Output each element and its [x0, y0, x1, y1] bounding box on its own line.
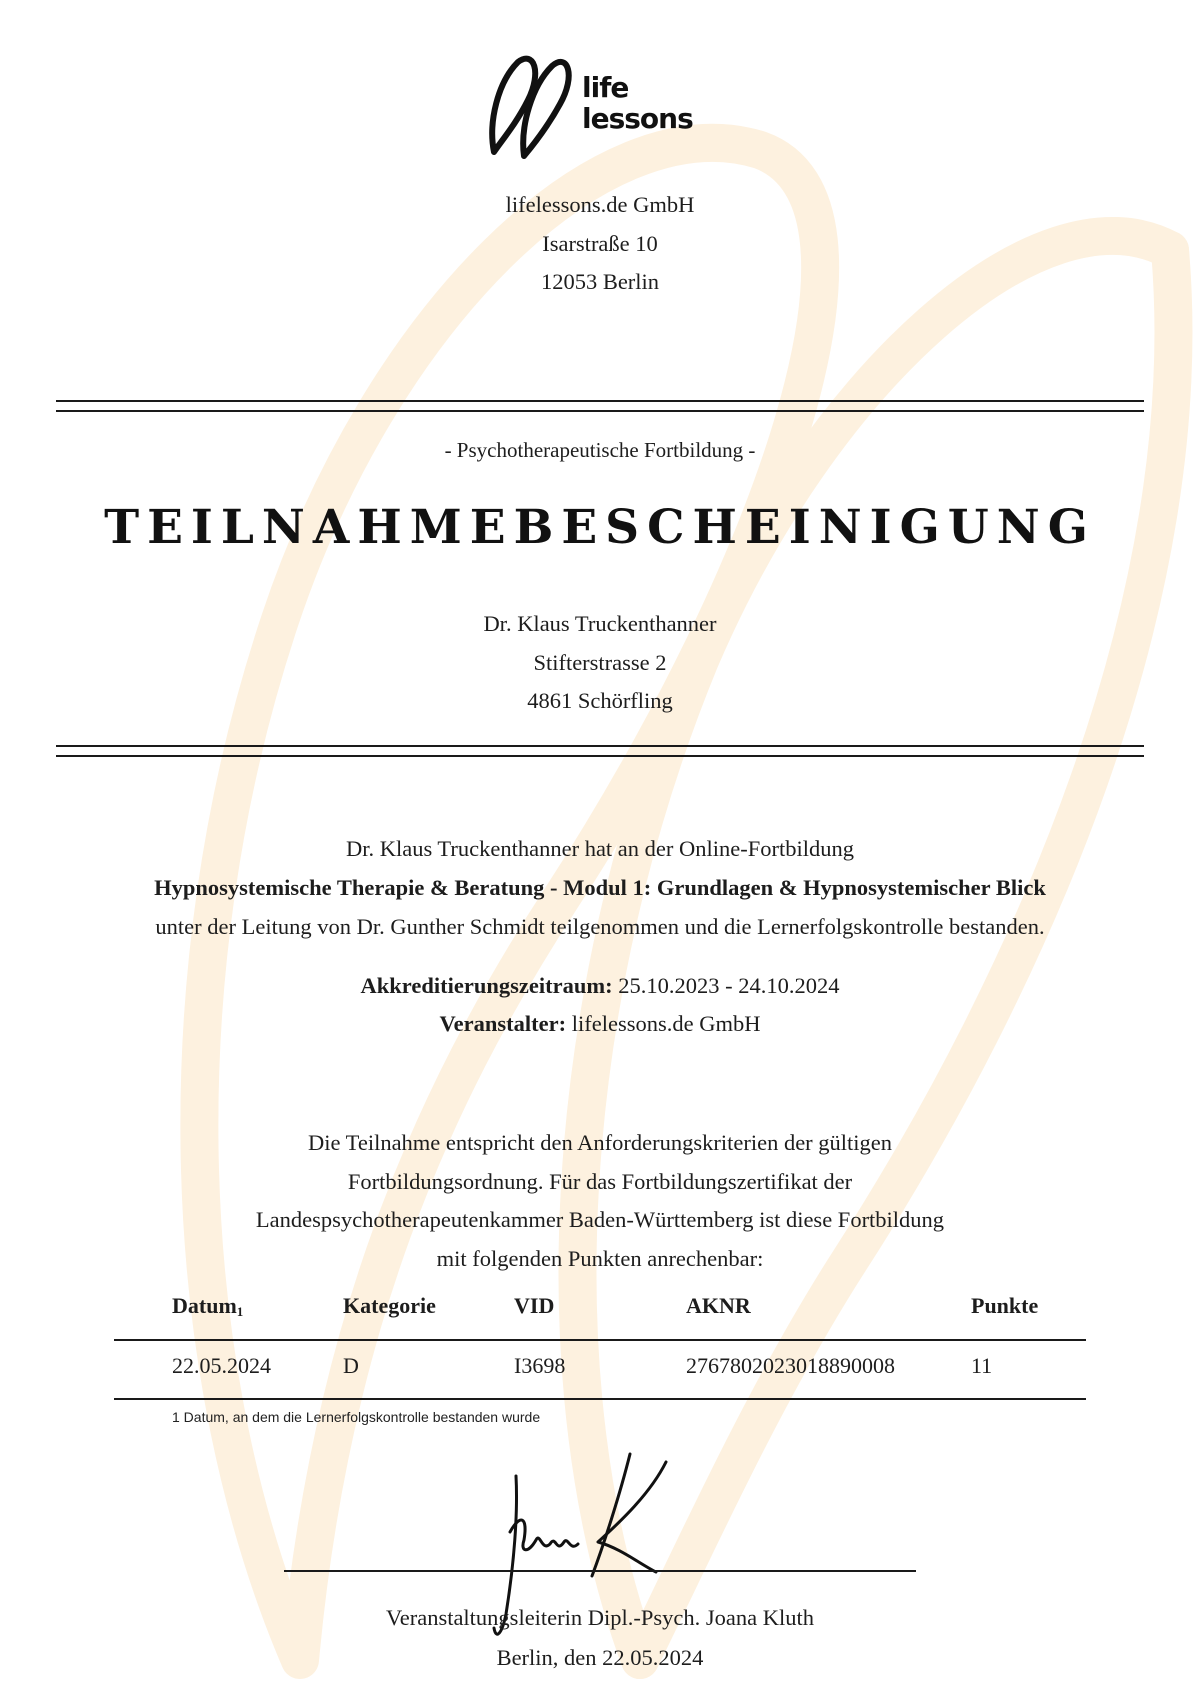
organizer-label: Veranstalter: [439, 1011, 567, 1036]
accreditation-row [0, 967, 1200, 1005]
middle-rule-lower [56, 755, 1144, 757]
table-bottom-rule [114, 1398, 1086, 1400]
logo-word-life: life [582, 71, 629, 104]
header-vid: VID [514, 1293, 555, 1318]
cell-datum: 22.05.2024 [172, 1353, 271, 1378]
recipient-street: Stifterstrasse 2 [533, 649, 667, 675]
middle-rule-upper [56, 745, 1144, 747]
course-title: Hypnosystemische Therapie & Beratung - Modul 1: Grundlagen & Hypnosystemischer Blick [154, 875, 1046, 900]
signature-line [284, 1570, 916, 1572]
logo-word-lessons: lessons [582, 102, 693, 135]
cell-kategorie: D [343, 1353, 359, 1378]
organizer-row [0, 1005, 1200, 1043]
recipient-city: 4861 Schörfling [527, 688, 673, 713]
ll-script-icon [488, 52, 584, 164]
table-header-rule [114, 1339, 1086, 1341]
brand-logo [488, 52, 714, 164]
cell-punkte: 11 [971, 1353, 993, 1378]
header-kategorie: Kategorie [343, 1293, 436, 1318]
criteria-line-2: Fortbildungsordnung. Für das Fortbildungszertifikat der [347, 1168, 853, 1194]
signer-name: Veranstaltungsleiterin Dipl.-Psych. Joana Kluth [385, 1605, 815, 1630]
certificate-title: TEILNAHMEBESCHEINIGUNG [104, 500, 1096, 555]
top-rule-lower [56, 410, 1144, 412]
table-footnote: 1 Datum, an dem die Lernerfolgskontrolle bestanden wurde [172, 1409, 541, 1425]
statement-line-1: Dr. Klaus Truckenthanner hat an der Online-Fortbildung [345, 836, 855, 861]
signature-block [0, 1598, 1200, 1678]
recipient-address [0, 605, 1200, 721]
participation-statement [0, 829, 1200, 946]
cell-vid: I3698 [514, 1353, 566, 1378]
accreditation-label: Akkreditierungszeitraum: [360, 973, 613, 998]
issuer-city: 12053 Berlin [540, 269, 660, 294]
cell-aknr: 2767802023018890008 [686, 1353, 895, 1378]
footnote-marker: 1 [236, 1304, 244, 1319]
issuer-name: lifelessons.de GmbH [505, 192, 695, 217]
recipient-name: Dr. Klaus Truckenthanner [483, 611, 717, 636]
course-details [0, 967, 1200, 1043]
top-rule-upper [56, 400, 1144, 402]
certificate-subtitle: - Psychotherapeutische Fortbildung - [444, 438, 756, 462]
criteria-line-3: Landespsychotherapeutenkammer Baden-Württemberg ist diese Fortbildung [255, 1207, 945, 1232]
place-and-date: Berlin, den 22.05.2024 [496, 1645, 704, 1670]
criteria-line-1: Die Teilnahme entspricht den Anforderungskriterien der gültigen [307, 1130, 893, 1155]
issuer-street: Isarstraße 10 [542, 230, 658, 256]
header-datum [172, 1293, 243, 1319]
organizer-value: lifelessons.de GmbH [571, 1011, 761, 1036]
accreditation-value: 25.10.2023 - 24.10.2024 [618, 973, 840, 998]
issuer-address [0, 186, 1200, 302]
criteria-paragraph [0, 1124, 1200, 1278]
header-punkte: Punkte [971, 1293, 1039, 1318]
statement-line-3: unter der Leitung von Dr. Gunther Schmidt teilgenommen und die Lernerfolgskontrolle bestanden. [155, 914, 1045, 939]
header-datum-label: Datum [172, 1293, 237, 1318]
header-aknr: AKNR [686, 1293, 751, 1318]
criteria-line-4: mit folgenden Punkten anrechenbar: [436, 1245, 764, 1271]
